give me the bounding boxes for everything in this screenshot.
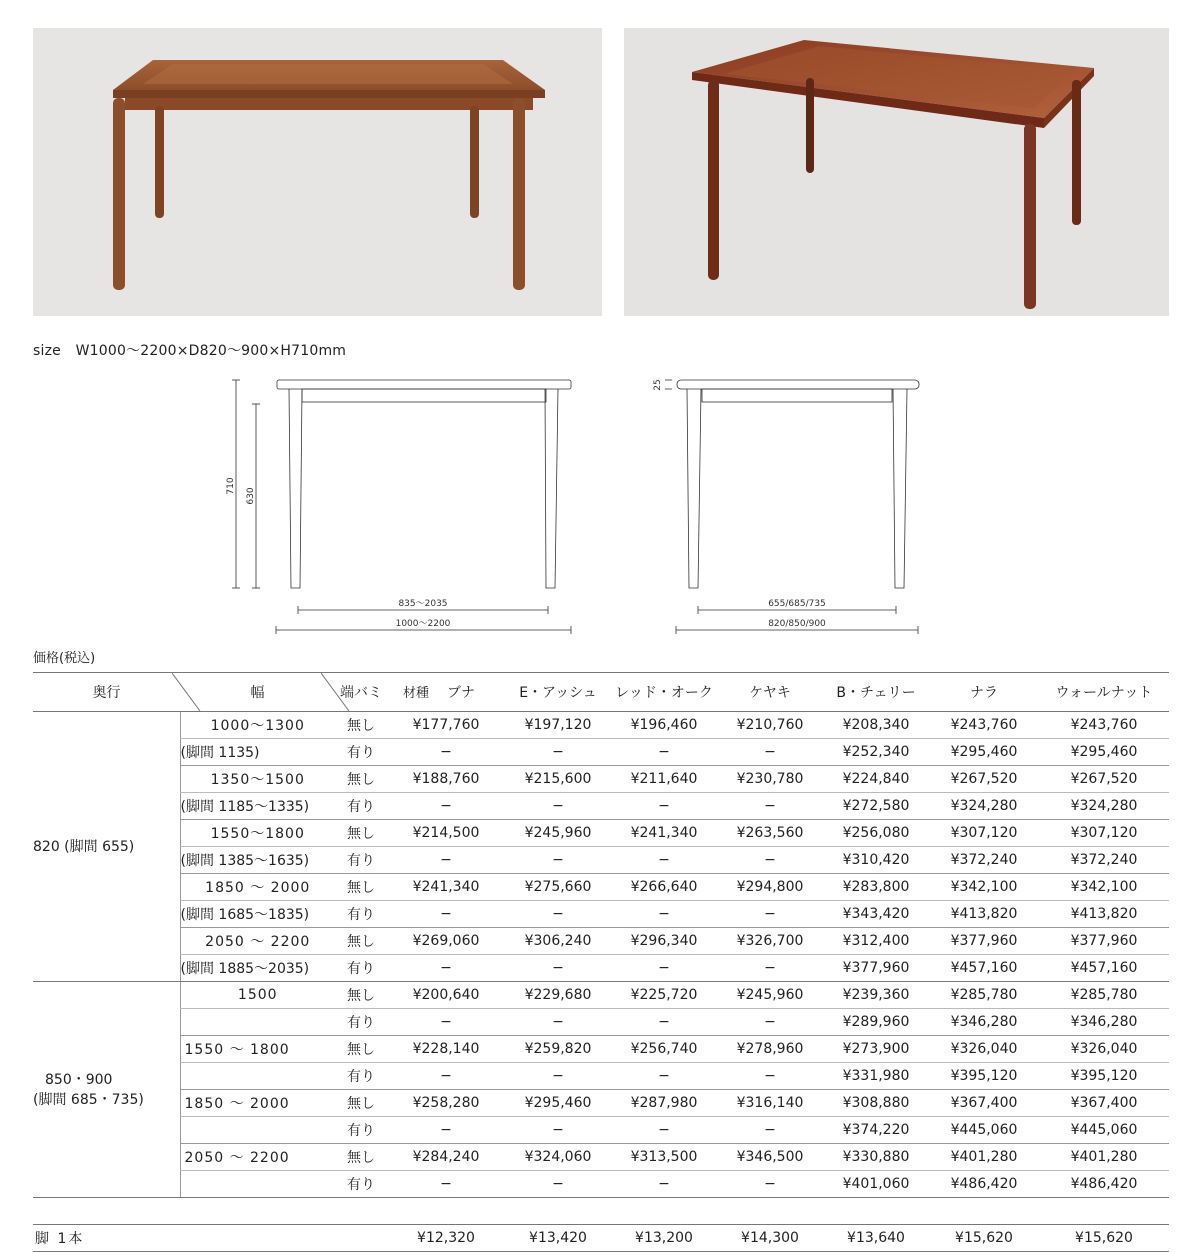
leg-price-cell: ¥13,200 [611, 1225, 717, 1252]
price-cell: − [505, 739, 611, 766]
price-cell: ¥316,140 [717, 1090, 823, 1117]
leg-price-cell: ¥13,420 [505, 1225, 611, 1252]
price-cell: − [611, 793, 717, 820]
leg-price-cell: ¥13,640 [823, 1225, 929, 1252]
width-cell: (脚間 1185〜1335) [180, 793, 335, 820]
price-cell: ¥243,760 [929, 712, 1039, 739]
price-cell: − [717, 793, 823, 820]
price-cell: − [387, 955, 505, 982]
price-cell: ¥457,160 [929, 955, 1039, 982]
price-cell: − [611, 955, 717, 982]
price-cell: ¥266,640 [611, 874, 717, 901]
price-cell: − [387, 1009, 505, 1036]
table-row [33, 1144, 1169, 1171]
price-cell: ¥294,800 [717, 874, 823, 901]
width-cell [180, 1063, 335, 1090]
width-cell: (脚間 1685〜1835) [180, 901, 335, 928]
price-cell: ¥239,360 [823, 982, 929, 1009]
price-cell: ¥377,960 [823, 955, 929, 982]
price-cell: − [505, 901, 611, 928]
price-table-header [33, 673, 1169, 712]
table-row [33, 928, 1169, 955]
edge-cell: 有り [335, 847, 387, 874]
header-edge: 端バミ [335, 673, 387, 712]
width-cell: 2050 〜 2200 [180, 928, 335, 955]
size-spec [33, 340, 346, 360]
price-cell: ¥211,640 [611, 766, 717, 793]
price-cell: ¥243,760 [1039, 712, 1169, 739]
price-caption: 価格(税込) [33, 651, 96, 666]
edge-cell: 無し [335, 712, 387, 739]
price-cell: ¥215,600 [505, 766, 611, 793]
price-cell: − [611, 1063, 717, 1090]
price-cell: ¥331,980 [823, 1063, 929, 1090]
edge-cell: 有り [335, 793, 387, 820]
price-cell: ¥295,460 [1039, 739, 1169, 766]
price-cell: ¥196,460 [611, 712, 717, 739]
leg-price-cell: ¥14,300 [717, 1225, 823, 1252]
price-cell: − [611, 739, 717, 766]
table-photo-angle-image [624, 28, 1169, 316]
price-cell: ¥200,640 [387, 982, 505, 1009]
price-cell: ¥278,960 [717, 1036, 823, 1063]
edge-cell: 有り [335, 1171, 387, 1198]
width-cell: 1550 〜 1800 [180, 1036, 335, 1063]
price-cell: ¥486,420 [929, 1171, 1039, 1198]
edge-cell: 有り [335, 1009, 387, 1036]
table-row [33, 739, 1169, 766]
width-cell: 1350〜1500 [180, 766, 335, 793]
leg-price-row [33, 1225, 1169, 1252]
table-row [33, 901, 1169, 928]
price-cell: ¥256,080 [823, 820, 929, 847]
price-cell: ¥285,780 [1039, 982, 1169, 1009]
depth-label: 820 (脚間 655) [33, 838, 135, 855]
price-cell: ¥267,520 [1039, 766, 1169, 793]
header-divider [321, 673, 351, 711]
depth-label: 850・900 [45, 1071, 113, 1088]
price-cell: ¥306,240 [505, 928, 611, 955]
price-cell: ¥283,800 [823, 874, 929, 901]
header-species-0: 材種 ブナ [387, 673, 505, 712]
dim-side-depth: 820/850/900 [768, 619, 826, 629]
depth-cell [33, 712, 180, 982]
price-cell: ¥457,160 [1039, 955, 1169, 982]
price-cell: ¥395,120 [1039, 1063, 1169, 1090]
price-cell: ¥295,460 [929, 739, 1039, 766]
leg-price-cell: ¥15,620 [929, 1225, 1039, 1252]
price-cell: ¥413,820 [1039, 901, 1169, 928]
price-cell: − [505, 1009, 611, 1036]
header-species-3: ケヤキ [717, 673, 823, 712]
edge-cell: 有り [335, 955, 387, 982]
price-cell: ¥308,880 [823, 1090, 929, 1117]
price-cell: − [505, 1117, 611, 1144]
header-species-1: E・アッシュ [505, 673, 611, 712]
price-cell: ¥326,040 [929, 1036, 1039, 1063]
price-cell: ¥372,240 [1039, 847, 1169, 874]
price-cell: − [505, 847, 611, 874]
price-cell: − [505, 955, 611, 982]
price-cell: ¥307,120 [1039, 820, 1169, 847]
table-row [33, 982, 1169, 1009]
price-cell: ¥214,500 [387, 820, 505, 847]
price-cell: ¥245,960 [505, 820, 611, 847]
price-cell: ¥367,400 [1039, 1090, 1169, 1117]
price-cell: − [611, 1171, 717, 1198]
edge-cell: 無し [335, 982, 387, 1009]
price-cell: ¥310,420 [823, 847, 929, 874]
price-cell: − [387, 901, 505, 928]
dim-front-leg-span: 835〜2035 [398, 599, 448, 609]
table-row [33, 793, 1169, 820]
price-cell: − [717, 1117, 823, 1144]
price-cell: ¥312,400 [823, 928, 929, 955]
width-cell: 1000〜1300 [180, 712, 335, 739]
price-cell: ¥245,960 [717, 982, 823, 1009]
edge-cell: 有り [335, 1117, 387, 1144]
edge-cell: 無し [335, 1090, 387, 1117]
price-cell: − [387, 793, 505, 820]
width-cell: (脚間 1885〜2035) [180, 955, 335, 982]
price-cell: ¥307,120 [929, 820, 1039, 847]
edge-cell: 無し [335, 820, 387, 847]
table-photo-front [33, 28, 602, 316]
price-cell: − [611, 847, 717, 874]
price-cell: ¥263,560 [717, 820, 823, 847]
price-cell: − [387, 739, 505, 766]
header-species-6: ウォールナット [1039, 673, 1169, 712]
price-cell: ¥258,280 [387, 1090, 505, 1117]
price-cell: ¥210,760 [717, 712, 823, 739]
price-cell: ¥330,880 [823, 1144, 929, 1171]
price-cell: ¥289,960 [823, 1009, 929, 1036]
price-cell: ¥273,900 [823, 1036, 929, 1063]
table-row [33, 766, 1169, 793]
price-cell: ¥284,240 [387, 1144, 505, 1171]
dim-front-width: 1000〜2200 [395, 619, 451, 629]
depth-cell [33, 982, 180, 1198]
price-cell: ¥486,420 [1039, 1171, 1169, 1198]
price-cell: ¥346,280 [929, 1009, 1039, 1036]
table-photo-angle [624, 28, 1169, 316]
price-cell: ¥324,280 [929, 793, 1039, 820]
table-row [33, 1063, 1169, 1090]
price-cell: ¥197,120 [505, 712, 611, 739]
price-cell: ¥241,340 [387, 874, 505, 901]
dimension-drawing [0, 368, 1200, 643]
price-cell: − [717, 901, 823, 928]
price-cell: ¥413,820 [929, 901, 1039, 928]
price-cell: ¥445,060 [929, 1117, 1039, 1144]
edge-cell: 有り [335, 739, 387, 766]
price-cell: − [611, 901, 717, 928]
dim-under-height: 630 [246, 487, 256, 505]
price-cell: ¥229,680 [505, 982, 611, 1009]
price-cell: ¥252,340 [823, 739, 929, 766]
leg-price-cell: ¥15,620 [1039, 1225, 1169, 1252]
edge-cell: 無し [335, 1144, 387, 1171]
width-cell: (脚間 1135) [180, 739, 335, 766]
width-cell: 1500 [180, 982, 335, 1009]
price-cell: − [505, 1063, 611, 1090]
price-cell: ¥342,100 [1039, 874, 1169, 901]
price-table-body [33, 712, 1169, 1252]
width-cell: 1850 〜 2000 [180, 874, 335, 901]
price-cell: ¥401,280 [929, 1144, 1039, 1171]
price-cell: ¥188,760 [387, 766, 505, 793]
price-cell: ¥343,420 [823, 901, 929, 928]
table-row [33, 1117, 1169, 1144]
price-cell: − [387, 1171, 505, 1198]
price-cell: ¥177,760 [387, 712, 505, 739]
price-cell: − [717, 955, 823, 982]
price-cell: ¥324,060 [505, 1144, 611, 1171]
price-cell: ¥256,740 [611, 1036, 717, 1063]
price-cell: ¥230,780 [717, 766, 823, 793]
dim-side-leg-span: 655/685/735 [768, 599, 826, 609]
table-spacer [33, 1198, 1169, 1225]
price-cell: ¥326,040 [1039, 1036, 1169, 1063]
header-divider [172, 673, 202, 711]
price-cell: − [717, 1063, 823, 1090]
price-cell: ¥241,340 [611, 820, 717, 847]
table-row [33, 1009, 1169, 1036]
leg-price-cell: ¥12,320 [387, 1225, 505, 1252]
width-cell: 1850 〜 2000 [180, 1090, 335, 1117]
table-row [33, 712, 1169, 739]
price-cell: − [717, 1009, 823, 1036]
price-cell: ¥267,520 [929, 766, 1039, 793]
width-cell: (脚間 1385〜1635) [180, 847, 335, 874]
price-cell: ¥377,960 [929, 928, 1039, 955]
price-cell: ¥259,820 [505, 1036, 611, 1063]
price-cell: ¥224,840 [823, 766, 929, 793]
price-cell: ¥342,100 [929, 874, 1039, 901]
table-row [33, 847, 1169, 874]
price-cell: − [717, 847, 823, 874]
size-text: W1000〜2200×D820〜900×H710mm [75, 343, 347, 359]
price-cell: ¥346,500 [717, 1144, 823, 1171]
table-row [33, 1171, 1169, 1198]
width-cell [180, 1171, 335, 1198]
price-cell: ¥326,700 [717, 928, 823, 955]
price-cell: ¥346,280 [1039, 1009, 1169, 1036]
depth-leg-spacing: (脚間 685・735) [33, 1091, 144, 1108]
edge-cell: 有り [335, 901, 387, 928]
edge-cell: 無し [335, 766, 387, 793]
table-row [33, 1090, 1169, 1117]
table-spacer-cell [33, 1198, 1169, 1225]
header-species-2: レッド・オーク [611, 673, 717, 712]
edge-cell: 無し [335, 874, 387, 901]
price-cell: ¥225,720 [611, 982, 717, 1009]
price-cell: − [611, 1009, 717, 1036]
width-cell [180, 1117, 335, 1144]
table-row [33, 955, 1169, 982]
price-cell: ¥374,220 [823, 1117, 929, 1144]
price-cell: ¥401,060 [823, 1171, 929, 1198]
price-cell: ¥367,400 [929, 1090, 1039, 1117]
width-cell: 2050 〜 2200 [180, 1144, 335, 1171]
price-cell: − [505, 793, 611, 820]
price-cell: − [387, 1117, 505, 1144]
price-cell: ¥272,580 [823, 793, 929, 820]
price-cell: ¥445,060 [1039, 1117, 1169, 1144]
width-cell [180, 1009, 335, 1036]
price-cell: ¥395,120 [929, 1063, 1039, 1090]
price-cell: ¥295,460 [505, 1090, 611, 1117]
price-cell: − [505, 1171, 611, 1198]
leg-label: 脚 1本 [33, 1225, 387, 1252]
price-cell: − [611, 1117, 717, 1144]
header-depth: 奥行 [33, 673, 180, 712]
price-cell: ¥228,140 [387, 1036, 505, 1063]
dim-total-height: 710 [226, 477, 236, 495]
header-width: 幅 [180, 673, 335, 712]
width-cell: 1550〜1800 [180, 820, 335, 847]
price-cell: ¥401,280 [1039, 1144, 1169, 1171]
price-cell: ¥377,960 [1039, 928, 1169, 955]
size-label: size [33, 343, 61, 359]
price-cell: ¥313,500 [611, 1144, 717, 1171]
price-cell: − [387, 1063, 505, 1090]
price-cell: ¥275,660 [505, 874, 611, 901]
edge-cell: 有り [335, 1063, 387, 1090]
price-cell: ¥269,060 [387, 928, 505, 955]
edge-cell: 無し [335, 1036, 387, 1063]
price-cell: ¥296,340 [611, 928, 717, 955]
price-cell: − [717, 1171, 823, 1198]
edge-cell: 無し [335, 928, 387, 955]
price-cell: ¥287,980 [611, 1090, 717, 1117]
table-row [33, 1036, 1169, 1063]
price-cell: − [387, 847, 505, 874]
price-table [33, 672, 1169, 1252]
price-cell: ¥324,280 [1039, 793, 1169, 820]
dim-top-thickness: 25 [653, 379, 663, 391]
table-row [33, 874, 1169, 901]
header-species-5: ナラ [929, 673, 1039, 712]
price-cell: ¥208,340 [823, 712, 929, 739]
price-cell: ¥372,240 [929, 847, 1039, 874]
table-row [33, 820, 1169, 847]
price-cell: − [717, 739, 823, 766]
header-species-4: B・チェリー [823, 673, 929, 712]
table-photo-front-image [33, 28, 602, 316]
price-cell: ¥285,780 [929, 982, 1039, 1009]
